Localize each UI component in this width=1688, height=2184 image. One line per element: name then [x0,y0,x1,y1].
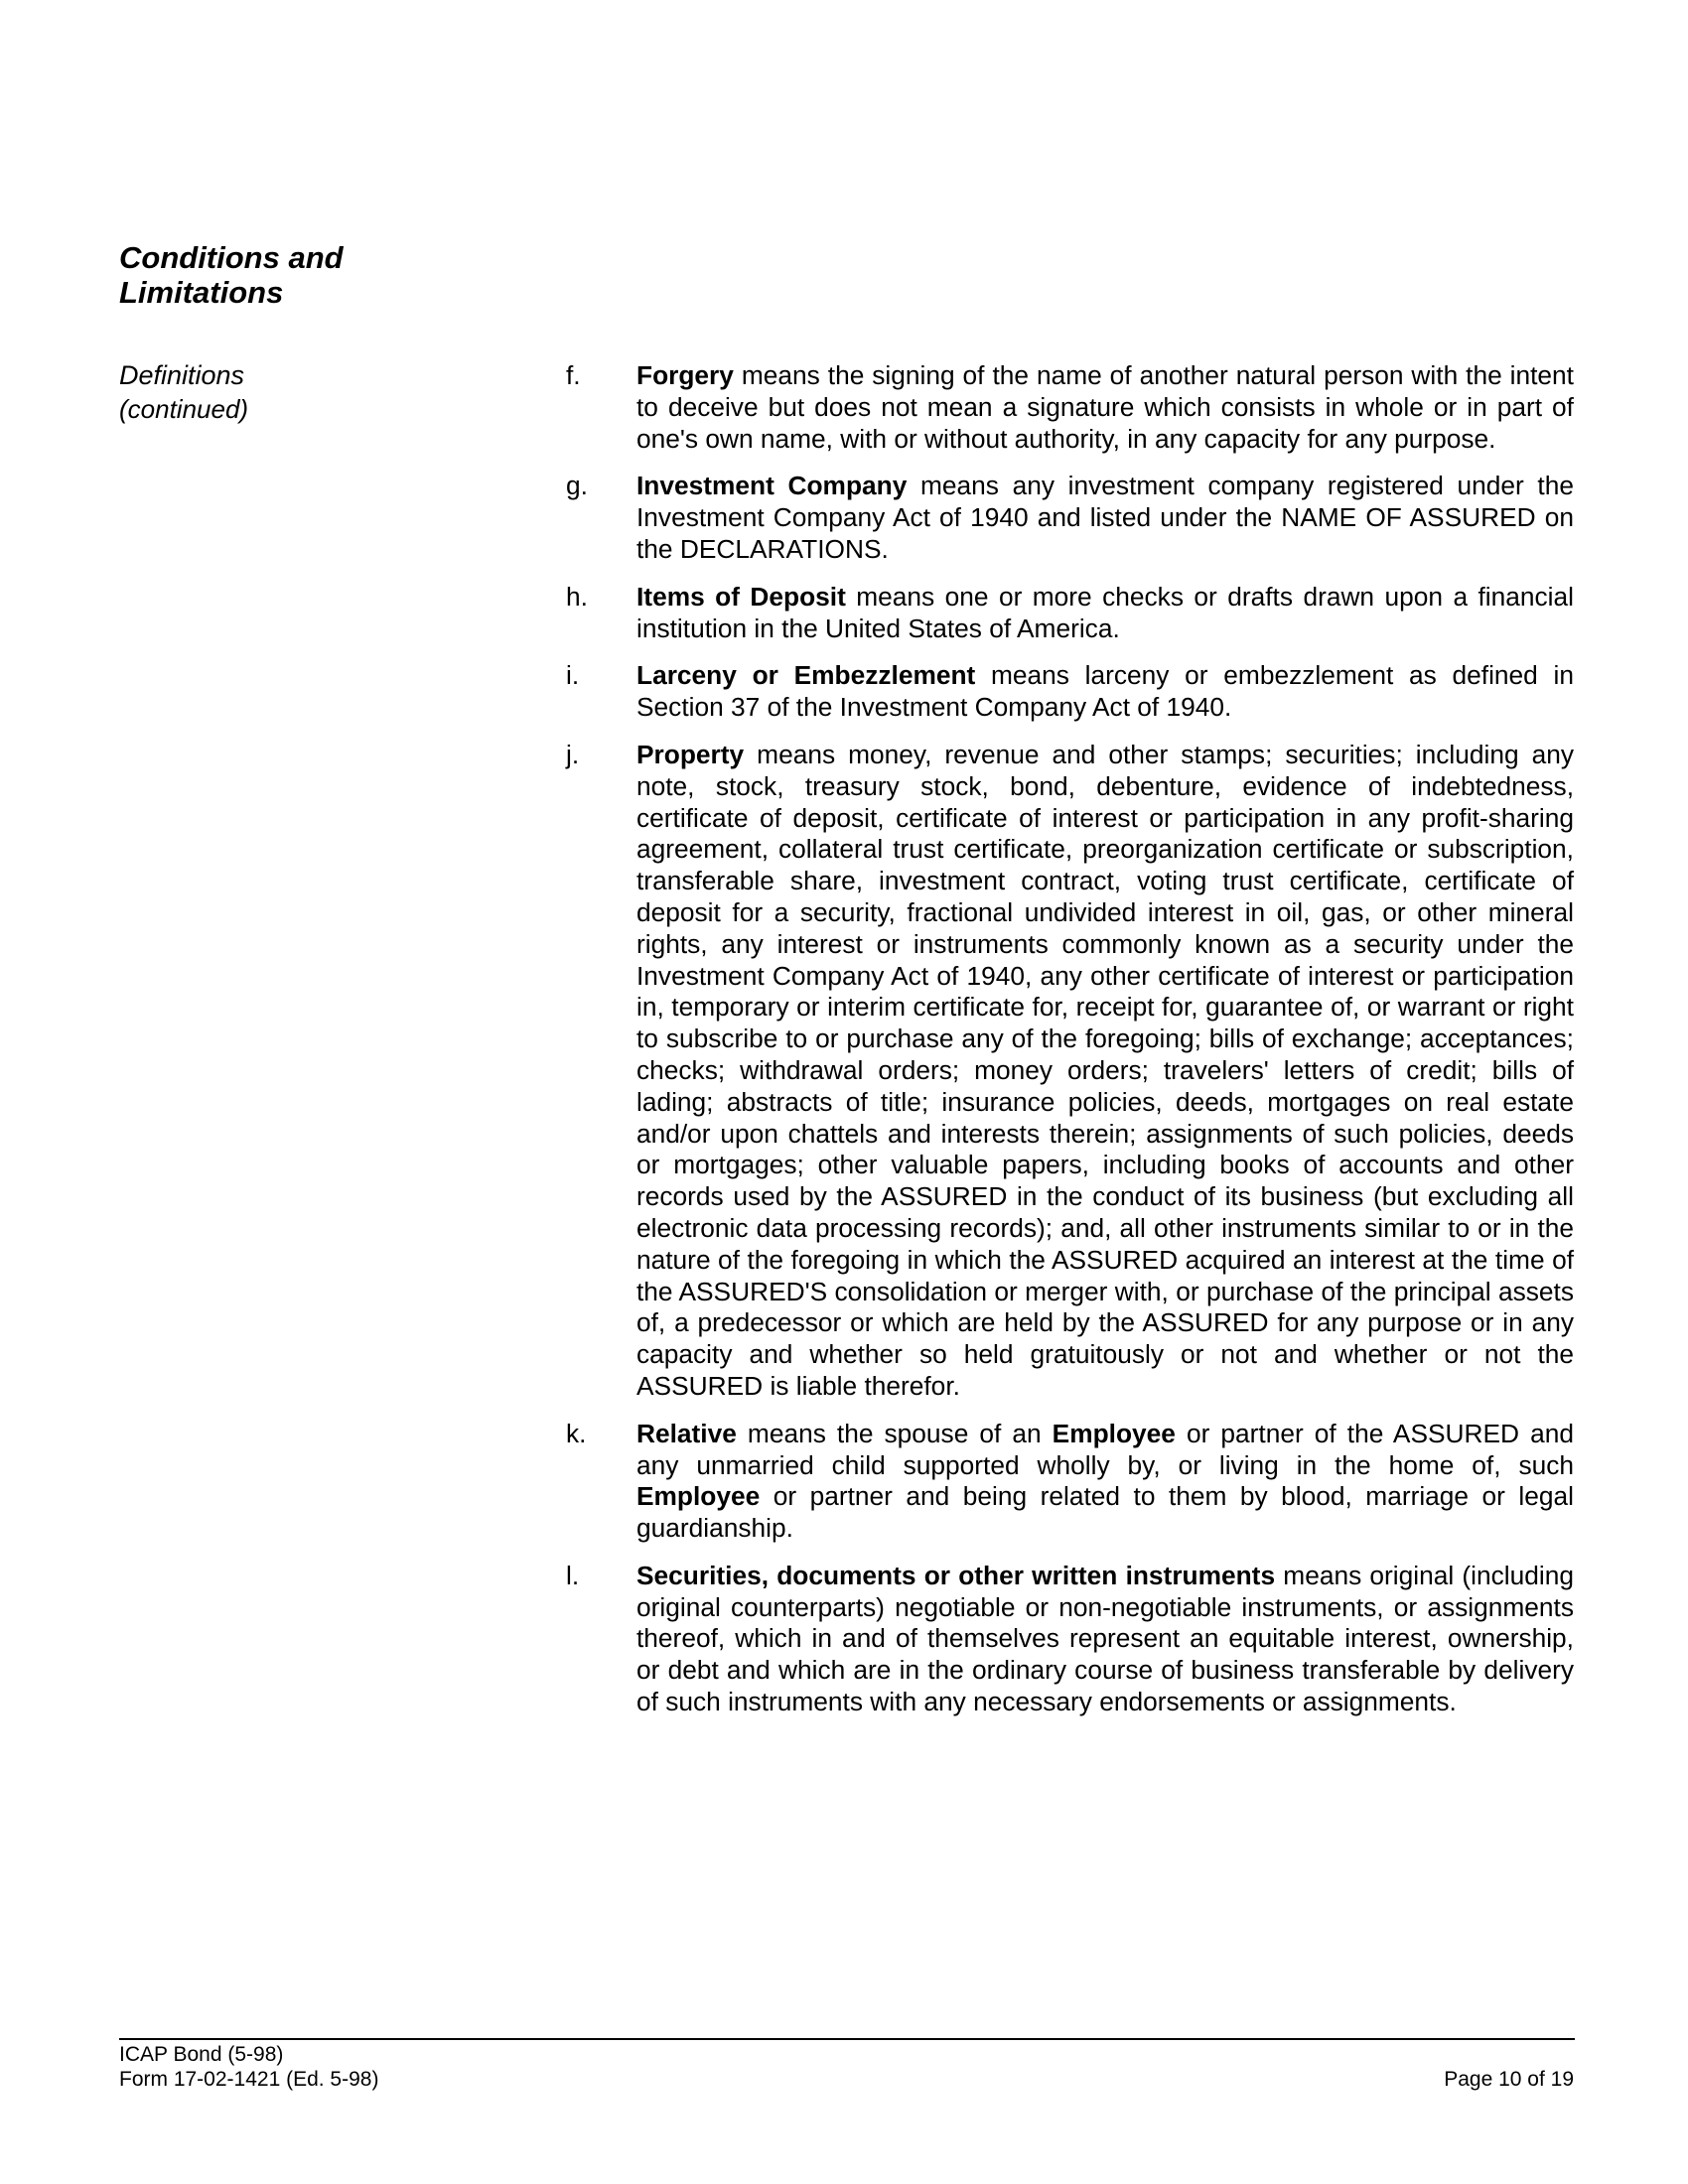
definition-letter: h. [566,581,588,612]
definition-term: Larceny or Embezzlement [636,660,976,691]
definition-l [566,1561,1574,1718]
definition-term: Securities, documents or other written instruments [636,1560,1276,1590]
footer-form-info [119,2042,814,2092]
definition-letter: f. [566,360,581,390]
section-heading-line-1: Conditions and [119,240,344,275]
section-heading-line-2: Limitations [119,275,284,310]
definition-term: Items of Deposit [636,581,846,612]
definition-body: means larceny or embezzlement as defined in Section 37 of the Investment Company Act of 1940. [636,660,1575,723]
definition-term-employee: Employee [1052,1418,1176,1448]
definition-h [566,582,1574,645]
definitions-list [566,360,1574,1734]
definition-term: Property [636,739,745,769]
definition-j [566,740,1574,1403]
definition-g [566,471,1574,565]
definition-term: Forgery [636,360,734,390]
sidebar-sublabel: (continued) [119,394,249,424]
definition-body: or partner and being related to them by blood, marriage or legal guardianship. [636,1481,1574,1544]
definition-f [566,360,1574,455]
definition-term-employee: Employee [636,1481,761,1512]
definition-body: means money, revenue and other stamps; securities; including any note, stock, treasury stock, bond, debenture, evidence of indebtedness, certificate of deposit, certificate of interest or participation in any profit-sharing agreement, collateral trust certificate, preorganization certificate or subscription, transferable share, investment contract, voting trust certificate, certificate of deposit for a security, fractional undivided interest in oil, gas, or other mineral rights, any interest or instruments commonly known as a security under the Investment Company Act of 1940, any other certificate of interest or participation in, temporary or interim certificate for, receipt for, guarantee of, or warrant or right to subscribe to or purchase any of the foregoing; bills of exchange; acceptances; checks; withdrawal orders; money orders; travelers' letters of credit; bills of lading; abstracts of title; insurance policies, deeds, mortgages on real estate and/or upon chattels and interests therein; assignments of such policies, deeds or mortgages; other valuable papers, including books of accounts and other records used by the ASSURED in the conduct of its business (but excluding all electronic data processing records); and, all other instruments similar to or in the nature of the foregoing in which the ASSURED acquired an interest at the time of the ASSURED'S consolidation or merger with, or purchase of the principal assets of, a predecessor or which are held by the ASSURED for any purpose or in any capacity and whether so held gratuitously or not and whether or not the ASSURED is liable therefor. [636,739,1574,1401]
definition-body: means the spouse of an [736,1418,1053,1448]
definition-body: means original (including original counterparts) negotiable or non-negotiable instruments, or assignments thereof, which in and of themselves represent an equitable interest, ownership, or debt and which are in the ordinary course of business transferable by delivery of such instruments with any necessary endorsements or assignments. [636,1560,1574,1717]
definition-letter: l. [566,1560,580,1590]
definition-body: means any investment company registered under the Investment Company Act of 1940 and listed under the NAME OF ASSURED on the DECLARATIONS. [636,471,1574,564]
footer-divider [119,2038,1575,2040]
sidebar-label: Definitions [119,360,245,390]
footer-bond-name: ICAP Bond (5-98) [119,2043,284,2066]
definition-term: Investment Company [636,471,908,501]
definition-k [566,1419,1574,1545]
definition-i [566,660,1574,724]
definition-letter: i. [566,660,580,691]
footer-form-number: Form 17-02-1421 (Ed. 5-98) [119,2068,379,2091]
page-number: Page 10 of 19 [1444,2068,1574,2091]
definition-body: or partner of the ASSURED and any unmarried child supported wholly by, or living in the home of, such [636,1418,1574,1480]
definition-term: Relative [636,1418,737,1448]
definition-letter: j. [566,739,580,769]
section-heading [119,240,477,310]
definition-letter: g. [566,471,588,501]
definition-body: means the signing of the name of another natural person with the intent to deceive but does not mean a signature which consists in whole or in part of one's own name, with or without authority, in any capacity for any purpose. [636,360,1574,454]
definition-letter: k. [566,1418,587,1448]
definition-body: means one or more checks or drafts drawn upon a financial institution in the United States of America. [636,581,1574,643]
